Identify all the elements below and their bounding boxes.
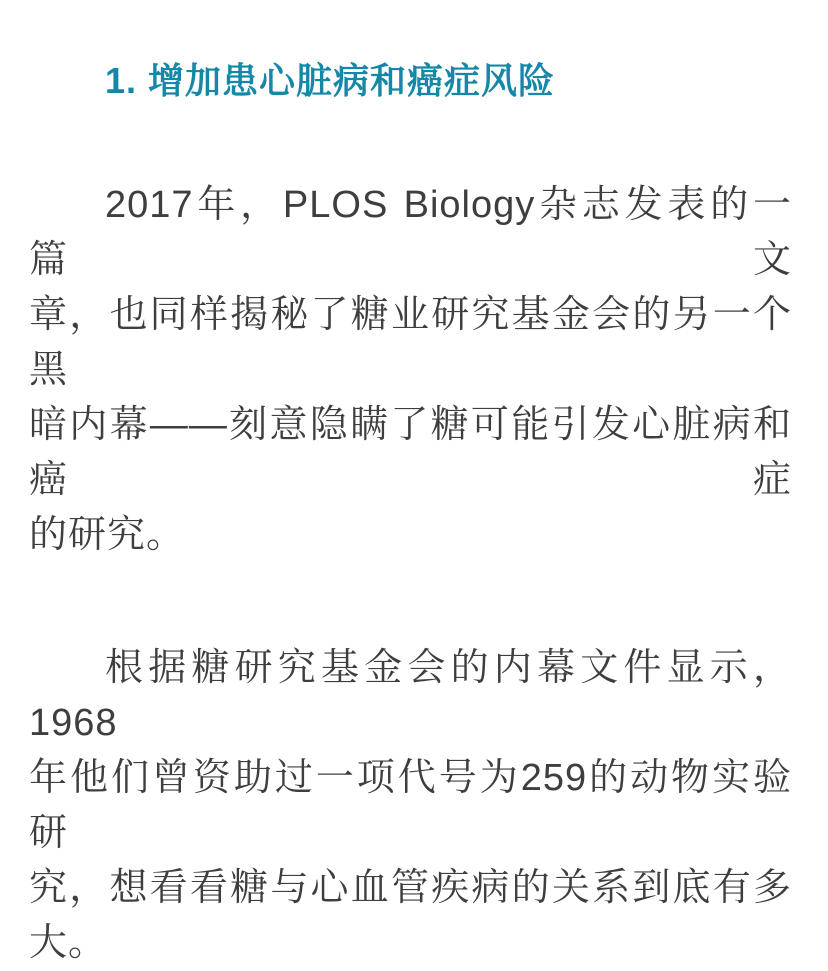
paragraph-line: 暗内幕——刻意隐瞒了糖可能引发心脏病和癌症	[29, 404, 792, 501]
section-heading: 1. 增加患心脏病和癌症风险	[105, 60, 556, 101]
paragraph-line: 的研究。	[29, 514, 186, 556]
paragraph-line: 年他们曾资助过一项代号为259的动物实验研	[29, 757, 792, 854]
paragraph-line: 究，想看看糖与心血管疾病的关系到底有多	[29, 867, 792, 909]
paragraph-line: 大。	[29, 922, 108, 964]
paragraph-line: 根据糖研究基金会的内幕文件显示，1968	[29, 647, 792, 744]
paragraph	[29, 178, 792, 563]
paragraph-line: 2017年，PLOS Biology杂志发表的一篇文	[29, 184, 792, 281]
paragraph	[29, 641, 792, 971]
paragraph-line: 章，也同样揭秘了糖业研究基金会的另一个黑	[29, 294, 792, 391]
